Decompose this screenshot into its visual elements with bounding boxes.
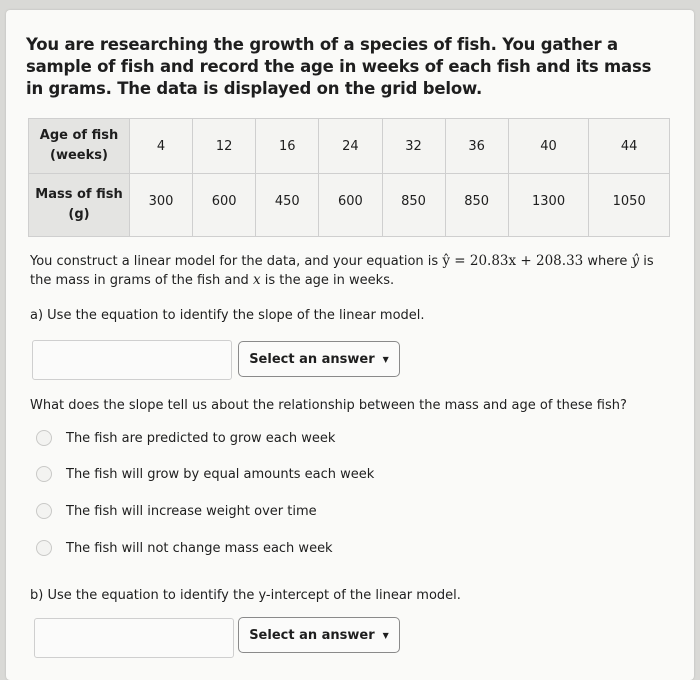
intercept-input[interactable] <box>34 618 234 658</box>
age-cell: 44 <box>589 119 670 174</box>
intercept-select-button[interactable]: Select an answer ▼ <box>238 617 400 653</box>
age-cell: 32 <box>382 119 445 174</box>
part-a-question: a) Use the equation to identify the slope of the linear model. <box>30 308 425 323</box>
mass-cell: 850 <box>445 174 508 237</box>
option-1[interactable]: The fish are predicted to grow each week <box>36 430 335 446</box>
mass-cell: 300 <box>130 174 193 237</box>
mass-cell: 600 <box>193 174 256 237</box>
mass-cell: 450 <box>256 174 319 237</box>
slope-select-button[interactable]: Select an answer ▼ <box>238 341 400 377</box>
model-description: You construct a linear model for the data, and your equation is ŷ = 20.83x + 208.33 where ŷ is the mass in grams of the fish and x is the age in weeks. <box>30 253 654 288</box>
caret-down-icon: ▼ <box>382 630 389 640</box>
data-table <box>28 118 670 237</box>
slope-input[interactable] <box>32 340 232 380</box>
part-b-question: b) Use the equation to identify the y-intercept of the linear model. <box>30 588 461 603</box>
option-2[interactable]: The fish will grow by equal amounts each week <box>36 466 374 482</box>
radio-icon[interactable] <box>36 430 52 446</box>
mass-cell: 1300 <box>508 174 589 237</box>
model-equation: ŷ = 20.83x + 208.33 <box>442 253 584 269</box>
radio-icon[interactable] <box>36 540 52 556</box>
question-card <box>6 10 694 680</box>
age-cell: 16 <box>256 119 319 174</box>
radio-icon[interactable] <box>36 503 52 519</box>
age-row <box>29 119 670 174</box>
intro-text: You are researching the growth of a species of fish. You gather a sample of fish and record the age in weeks of each fish and its mass in grams. The data is displayed on the grid below. <box>26 35 652 98</box>
age-cell: 12 <box>193 119 256 174</box>
age-cell: 40 <box>508 119 589 174</box>
mass-row <box>29 174 670 237</box>
radio-icon[interactable] <box>36 466 52 482</box>
option-4[interactable]: The fish will not change mass each week <box>36 540 333 556</box>
mass-cell: 1050 <box>589 174 670 237</box>
age-header: Age of fish (weeks) <box>29 119 130 174</box>
mass-cell: 850 <box>382 174 445 237</box>
slope-meaning-question: What does the slope tell us about the relationship between the mass and age of these fish? <box>30 398 627 413</box>
age-cell: 4 <box>130 119 193 174</box>
option-3[interactable]: The fish will increase weight over time <box>36 503 317 519</box>
mass-header: Mass of fish (g) <box>29 174 130 237</box>
age-cell: 24 <box>319 119 382 174</box>
mass-cell: 600 <box>319 174 382 237</box>
caret-down-icon: ▼ <box>382 354 389 364</box>
age-cell: 36 <box>445 119 508 174</box>
